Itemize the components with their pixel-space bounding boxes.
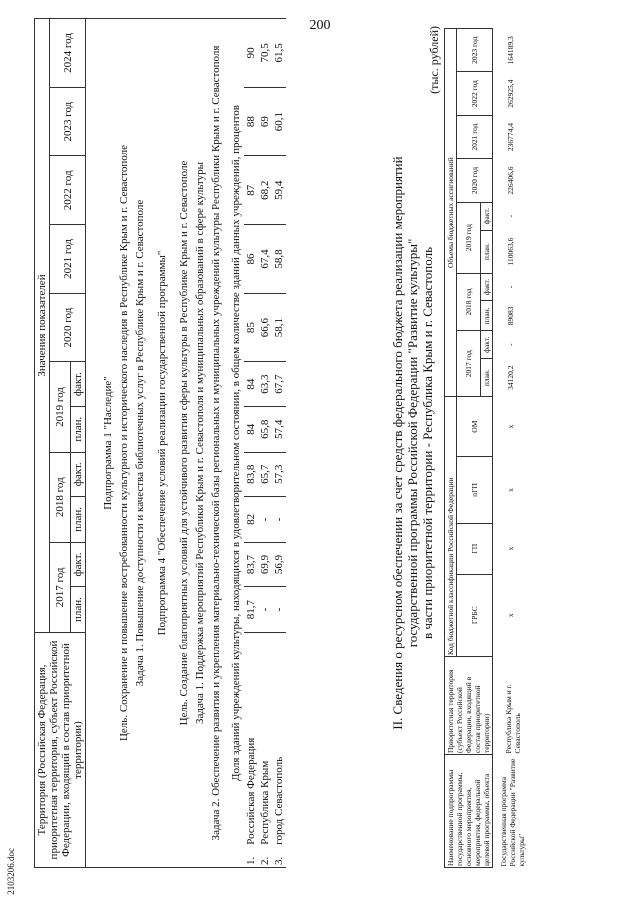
indicators-table [34,18,286,868]
task-4-2: Задача 2. Обеспечение развития и укрепления материально-технической базы региональных и муниципальных учреждений культуры Республики Крым и г. Севастополя [208,19,224,868]
val-2017-fact: - [505,343,515,346]
row-value: 56,9 [272,542,286,586]
goal-4: Цель. Создание благоприятных условий для устойчивого развития сферы культуры в Республике Крым и г. Севастополе [170,19,192,868]
row-value: - [258,587,272,633]
row-value: 82 [244,496,258,542]
row-label [258,633,272,868]
col-grbs: ГРБС [457,574,493,656]
goal-1: Цель. Сохранение и повышение востребованности культурного и исторического наследия в Республике Крым и г. Севастополе [116,19,132,868]
t2-year-2019: 2019 год [457,202,481,273]
section-2-line-3: в части приоритетной территории - Республика Крым и г. Севастополь [420,246,435,640]
t2-year-2018: 2018 год [457,273,481,331]
row-value: 70,5 [258,19,272,88]
plan-2019: план. [71,406,86,452]
t2-year-2023: 2023 год [457,29,493,73]
page-number: 200 [309,18,331,33]
row-value: 58,1 [272,293,286,362]
t2-plan-2018: план. [481,301,493,331]
row-territory: Республика Крым [259,760,271,845]
col-volume-header: Объемы бюджетных ассигнований [445,29,457,397]
row-value: 90 [244,19,258,88]
row-value: 57,3 [272,452,286,496]
t2-year-2022: 2022 год [457,72,493,115]
val-2018-plan: 89083 [505,306,515,326]
col-name-header: Наименование подпрограммы государственной программы, основного мероприятия, мероприятия, федеральной целевой программы, объекта [445,755,493,868]
year-2021: 2021 год [50,225,86,294]
col-gp: ГП [457,523,493,574]
program-territory: Республика Крым и г. Севастополь [503,684,522,754]
val-2020: 226406,6 [505,166,515,195]
row-value: 58,8 [272,225,286,294]
row-value: - [272,496,286,542]
code-grbs: x [505,613,515,618]
task-1: Задача 1. Повышение доступности и качества библиотечных услуг в Республике Крым и г. Севастополе [132,19,148,868]
row-value: 69 [258,87,272,156]
indicator-row [258,19,272,868]
row-value: 63,3 [258,362,272,406]
row-value: 83,8 [244,452,258,496]
row-label [244,633,258,868]
row-value: 61,5 [272,19,286,88]
row-value: 86 [244,225,258,294]
year-2023: 2023 год [50,87,86,156]
row-value: 85 [244,293,258,362]
footer-code: 2103206.doc [6,848,16,895]
section-2-title [390,18,435,868]
row-value: 57,4 [272,406,286,452]
col-pgp: пГП [457,457,493,524]
val-2019-fact: - [505,214,515,218]
indicator-row [272,19,286,868]
t2-year-2021: 2021 год [457,115,493,158]
rotated-content [22,8,622,888]
year-2017: 2017 год [50,542,71,632]
row-number: 1. [245,856,257,865]
code-om: x [505,424,515,429]
row-value: 84 [244,406,258,452]
t2-fact-2017: факт. [481,331,493,359]
territory-header: Территория (Российская Федерация, приоритетная территория, субъект Российской Федерации, входящий в состав приоритетной территории) [35,633,86,868]
year-2018: 2018 год [50,452,71,542]
col-om: ОМ [457,397,493,457]
row-value: 67,7 [272,362,286,406]
t2-year-2017: 2017 год [457,331,481,397]
year-2019: 2019 год [50,362,71,452]
task-4-1: Задача 1. Поддержка мероприятий Республики Крым и г. Севастополя и муниципальных образований в сфере культуры [192,19,208,868]
row-value: - [272,587,286,633]
row-value: 65,7 [258,452,272,496]
row-value: 87 [244,156,258,225]
t2-fact-2018: факт. [481,273,493,301]
row-value: 59,4 [272,156,286,225]
funding-table [444,28,527,868]
plan-2017: план. [71,587,86,633]
val-2021: 236774,4 [505,123,515,152]
row-value: 66,6 [258,293,272,362]
t2-year-2020: 2020 год [457,159,493,202]
row-number: 2. [259,856,271,865]
fact-2018: факт. [71,452,86,496]
fact-2017: факт. [71,542,86,586]
row-territory: Российская Федерация [245,737,257,845]
subprogram-4: Подпрограмма 4 "Обеспечение условий реализации государственной программы" [148,19,170,868]
row-value: 83,7 [244,542,258,586]
plan-2018: план. [71,496,86,542]
val-2023: 164189,3 [505,36,515,65]
row-value: 88 [244,87,258,156]
code-gp: x [505,546,515,551]
fact-2019: факт. [71,362,86,406]
t2-plan-2017: план. [481,359,493,397]
row-territory: город Севастополь [273,756,285,845]
indicator-title: Доля зданий учреждений культуры, находящихся в удовлетворительном состоянии, в общем количестве зданий данных учреждений, процентов [224,19,244,868]
indicator-row [244,19,258,868]
year-2022: 2022 год [50,156,86,225]
row-label [272,633,286,868]
year-2020: 2020 год [50,293,86,362]
section-2-line-2: государственной программы Российской Федерации "Развитие культуры" [405,238,420,648]
units-label: (тыс. рублей) [427,26,441,94]
row-value: 84 [244,362,258,406]
row-number: 3. [273,856,285,865]
values-header: Значения показателей [35,19,50,633]
section-2-line-1: II. Сведения о ресурсном обеспечении за счет средств федерального бюджета реализации мероприятий [390,156,405,730]
t2-plan-2019: план. [481,230,493,273]
row-value: 65,8 [258,406,272,452]
program-name: Государственная программа Российской Федерации "Развитие культуры" [499,758,526,867]
val-2022: 262925,4 [505,79,515,108]
row-value: 69,9 [258,542,272,586]
col-code-header: Код бюджетной классификации Российской Федерации [445,397,457,657]
row-value: 68,2 [258,156,272,225]
val-2018-fact: - [505,285,515,289]
subprogram-1: Подпрограмма 1 "Наследие" [86,19,117,868]
val-2019-plan: 110063,6 [505,237,515,266]
row-value: 81,7 [244,587,258,633]
row-value: 67,4 [258,225,272,294]
row-value: 60,1 [272,87,286,156]
col-territory-header: Приоритетная территория (субъект Российской Федерации, входящий в состав приоритетной территории) [445,657,493,755]
t2-fact-2019: факт. [481,202,493,230]
year-2024: 2024 год [50,19,86,88]
code-pgp: x [505,488,515,492]
row-value: - [258,496,272,542]
val-2017-plan: 34120,2 [505,365,515,390]
